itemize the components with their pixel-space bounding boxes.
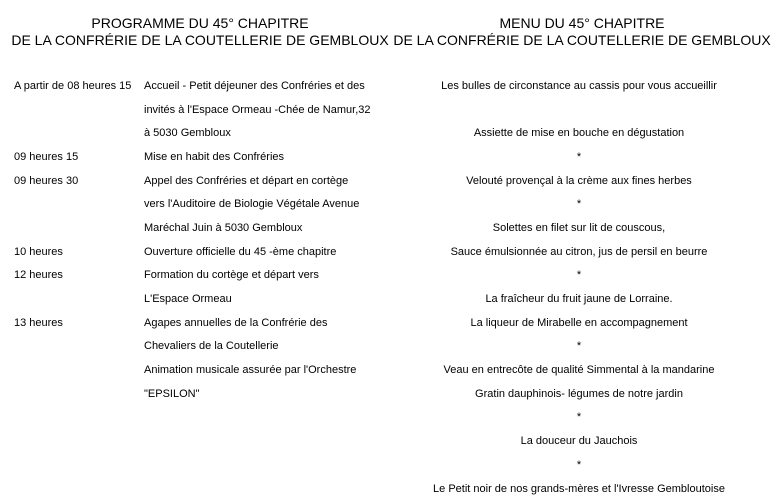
menu-item: La liqueur de Mirabelle en accompagnement xyxy=(470,316,688,329)
program-time: 09 heures 15 xyxy=(14,150,79,163)
menu-item: * xyxy=(576,150,582,163)
program-activity: L'Espace Ormeau xyxy=(144,293,232,306)
menu-item: * xyxy=(576,269,582,282)
program-activity: Agapes annuelles de la Confrérie des xyxy=(144,316,328,329)
menu-item: * xyxy=(576,198,582,211)
menu-title-line-1: MENU DU 45° CHAPITRE xyxy=(499,15,665,31)
menu-item: Assiette de mise en bouche en dégustation xyxy=(473,127,685,140)
program-time xyxy=(14,287,144,311)
program-activities-column xyxy=(144,74,394,406)
program-time: 12 heures xyxy=(14,269,63,282)
program-times-column xyxy=(14,74,144,406)
program-time: 13 heures xyxy=(14,316,63,329)
menu-item: * xyxy=(576,340,582,353)
program-activity: à 5030 Gembloux xyxy=(144,127,231,140)
program-activity: Formation du cortège et départ vers xyxy=(144,269,319,282)
program-activity: Accueil - Petit déjeuner des Confréries et des xyxy=(144,79,365,92)
program-activity: Maréchal Juin à 5030 Gembloux xyxy=(144,221,303,234)
menu-item xyxy=(382,98,776,122)
program-activity: vers l'Auditoire de Biologie Végétale Avenue xyxy=(144,198,360,211)
menu-item: * xyxy=(576,411,582,424)
program-time xyxy=(14,98,144,122)
program-time xyxy=(14,358,144,382)
program-time: 09 heures 30 xyxy=(14,174,79,187)
program-activity: Appel des Confréries et départ en cortège xyxy=(144,174,349,187)
menu-item: La fraîcheur du fruit jaune de Lorraine. xyxy=(485,293,673,306)
menu-title xyxy=(382,15,780,49)
program-time: A partir de 08 heures 15 xyxy=(14,79,132,92)
program-activity: Chevaliers de la Coutellerie xyxy=(144,340,279,353)
program-activity: invités à l'Espace Ormeau -Chée de Namur,32 xyxy=(144,103,371,116)
menu-item: Sauce émulsionnée au citron, jus de persil en beurre xyxy=(450,245,708,258)
program-time: 10 heures xyxy=(14,245,63,258)
program-time xyxy=(14,216,144,240)
menu-item: * xyxy=(576,458,582,471)
menu-item: Velouté provençal à la crème aux fines herbes xyxy=(466,174,692,187)
program-activity: Ouverture officielle du 45 -ème chapitre xyxy=(144,245,337,258)
program-title-line-1: PROGRAMME DU 45° CHAPITRE xyxy=(91,15,309,31)
program-activity: "EPSILON" xyxy=(144,387,200,400)
menu-item: Les bulles de circonstance au cassis pour vous accueillir xyxy=(441,79,717,92)
menu-items-column xyxy=(382,74,776,500)
menu-item: La douceur du Jauchois xyxy=(520,435,638,448)
program-time xyxy=(14,121,144,145)
menu-item: Le Petit noir de nos grands-mères et l'Ivresse Gembloutoise xyxy=(433,482,725,495)
program-activity: Animation musicale assurée par l'Orchestre xyxy=(144,364,357,377)
program-time xyxy=(14,382,144,406)
menu-title-line-2: DE LA CONFRÉRIE DE LA COUTELLERIE DE GEMBLOUX xyxy=(393,32,771,48)
program-time xyxy=(14,335,144,359)
menu-item: Solettes en filet sur lit de couscous, xyxy=(492,221,666,234)
menu-item: Veau en entrecôte de qualité Simmental à la mandarine xyxy=(443,364,715,377)
program-title xyxy=(0,15,400,49)
program-activity: Mise en habit des Confréries xyxy=(144,150,285,163)
menu-item: Gratin dauphinois- légumes de notre jardin xyxy=(475,387,683,400)
program-title-line-2: DE LA CONFRÉRIE DE LA COUTELLERIE DE GEMBLOUX xyxy=(11,32,389,48)
program-time xyxy=(14,192,144,216)
